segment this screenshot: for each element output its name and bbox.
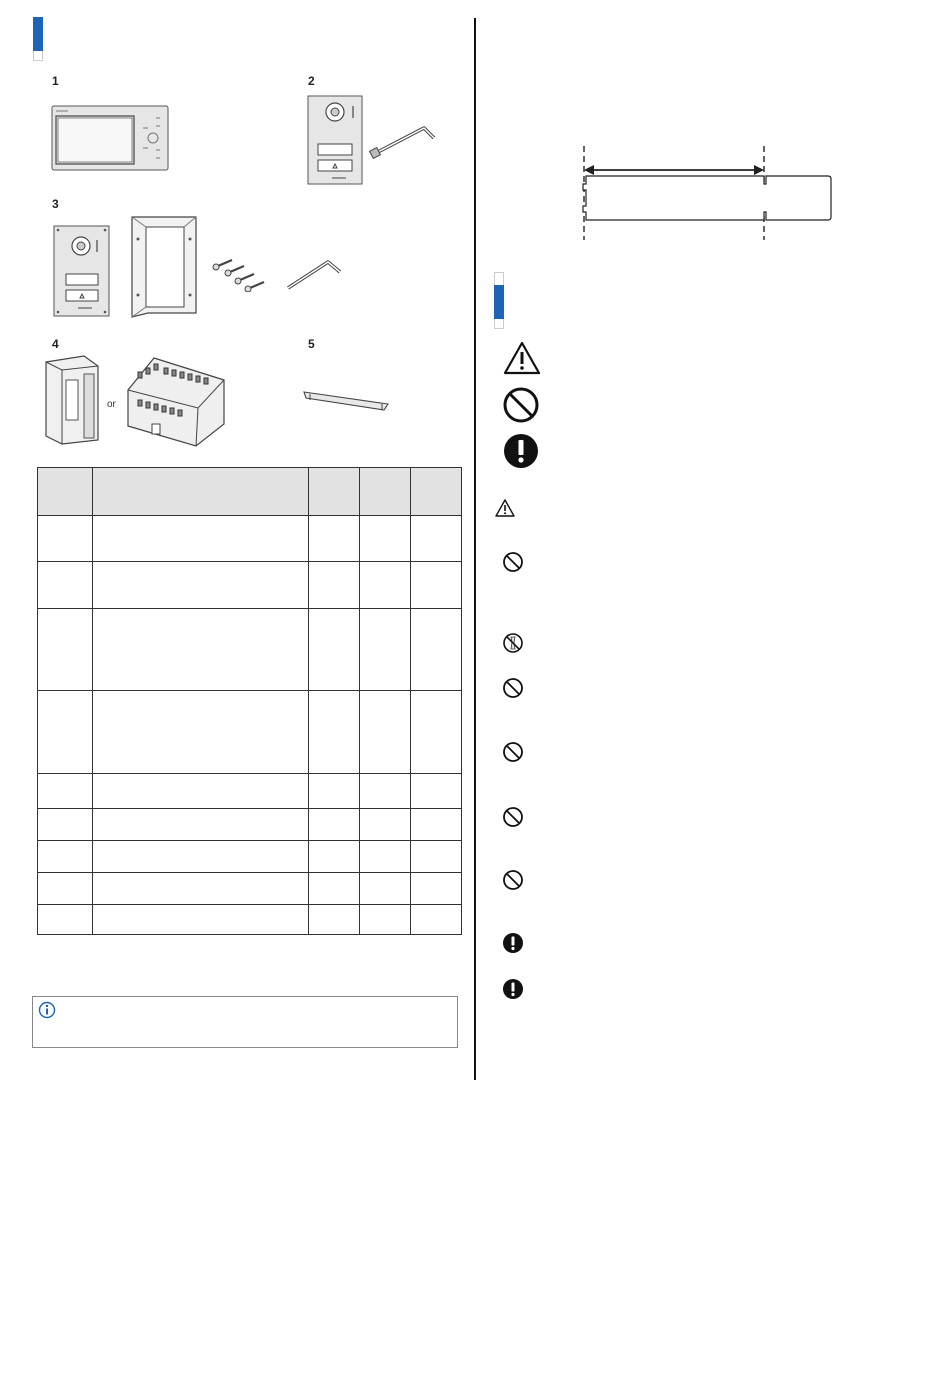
or-separator: or	[107, 399, 116, 410]
table-header-cell	[38, 468, 93, 516]
warning-triangle-icon-small	[494, 498, 516, 518]
table-header-cell	[360, 468, 411, 516]
monitor-unit-illustration	[48, 100, 173, 175]
table-header-cell	[309, 468, 360, 516]
table-row	[38, 841, 462, 873]
hex-key-illustration-2	[284, 254, 346, 294]
item-number-5: 5	[308, 337, 315, 351]
mandatory-icon-2	[502, 978, 524, 1000]
table-header-row	[38, 468, 462, 516]
door-station-flush-illustration	[52, 224, 112, 318]
table-row	[38, 905, 462, 935]
prohibition-icon-2	[502, 677, 524, 699]
table-row	[38, 562, 462, 609]
screws-illustration	[210, 250, 270, 292]
section-header-marker-notch	[33, 51, 43, 61]
info-note-box	[32, 996, 458, 1048]
prohibition-icon-5	[502, 869, 524, 891]
safety-section-header-notch	[494, 272, 504, 285]
item-number-1: 1	[52, 74, 59, 88]
prohibition-icon	[502, 386, 540, 424]
table-row	[38, 873, 462, 905]
cable-strip-illustration	[300, 388, 395, 416]
hex-key-illustration	[368, 118, 443, 163]
item-number-2: 2	[308, 74, 315, 88]
item-number-3: 3	[52, 197, 59, 211]
power-supply-wall-illustration	[40, 352, 102, 448]
safety-section-header-notch-bottom	[494, 319, 504, 329]
table-row	[38, 691, 462, 774]
section-header-marker	[33, 17, 43, 51]
mandatory-icon	[502, 432, 540, 470]
column-divider	[474, 18, 476, 1080]
flush-mount-box-illustration	[128, 213, 200, 321]
warning-triangle-icon	[502, 340, 542, 376]
mandatory-icon-1	[502, 932, 524, 954]
door-station-illustration	[306, 94, 366, 188]
power-supply-din-rail-illustration	[124, 350, 234, 450]
table-header-cell	[411, 468, 462, 516]
prohibition-icon-1	[502, 551, 524, 573]
safety-section-header-marker	[494, 285, 504, 319]
do-not-disassemble-icon	[502, 632, 524, 654]
table-header-cell	[93, 468, 309, 516]
info-icon	[38, 1001, 56, 1019]
cable-strip-length-diagram	[570, 140, 840, 245]
table-row	[38, 609, 462, 691]
prohibition-icon-4	[502, 806, 524, 828]
table-row	[38, 516, 462, 562]
parts-table	[37, 467, 462, 935]
item-number-4: 4	[52, 337, 59, 351]
table-row	[38, 809, 462, 841]
table-row	[38, 774, 462, 809]
prohibition-icon-3	[502, 741, 524, 763]
